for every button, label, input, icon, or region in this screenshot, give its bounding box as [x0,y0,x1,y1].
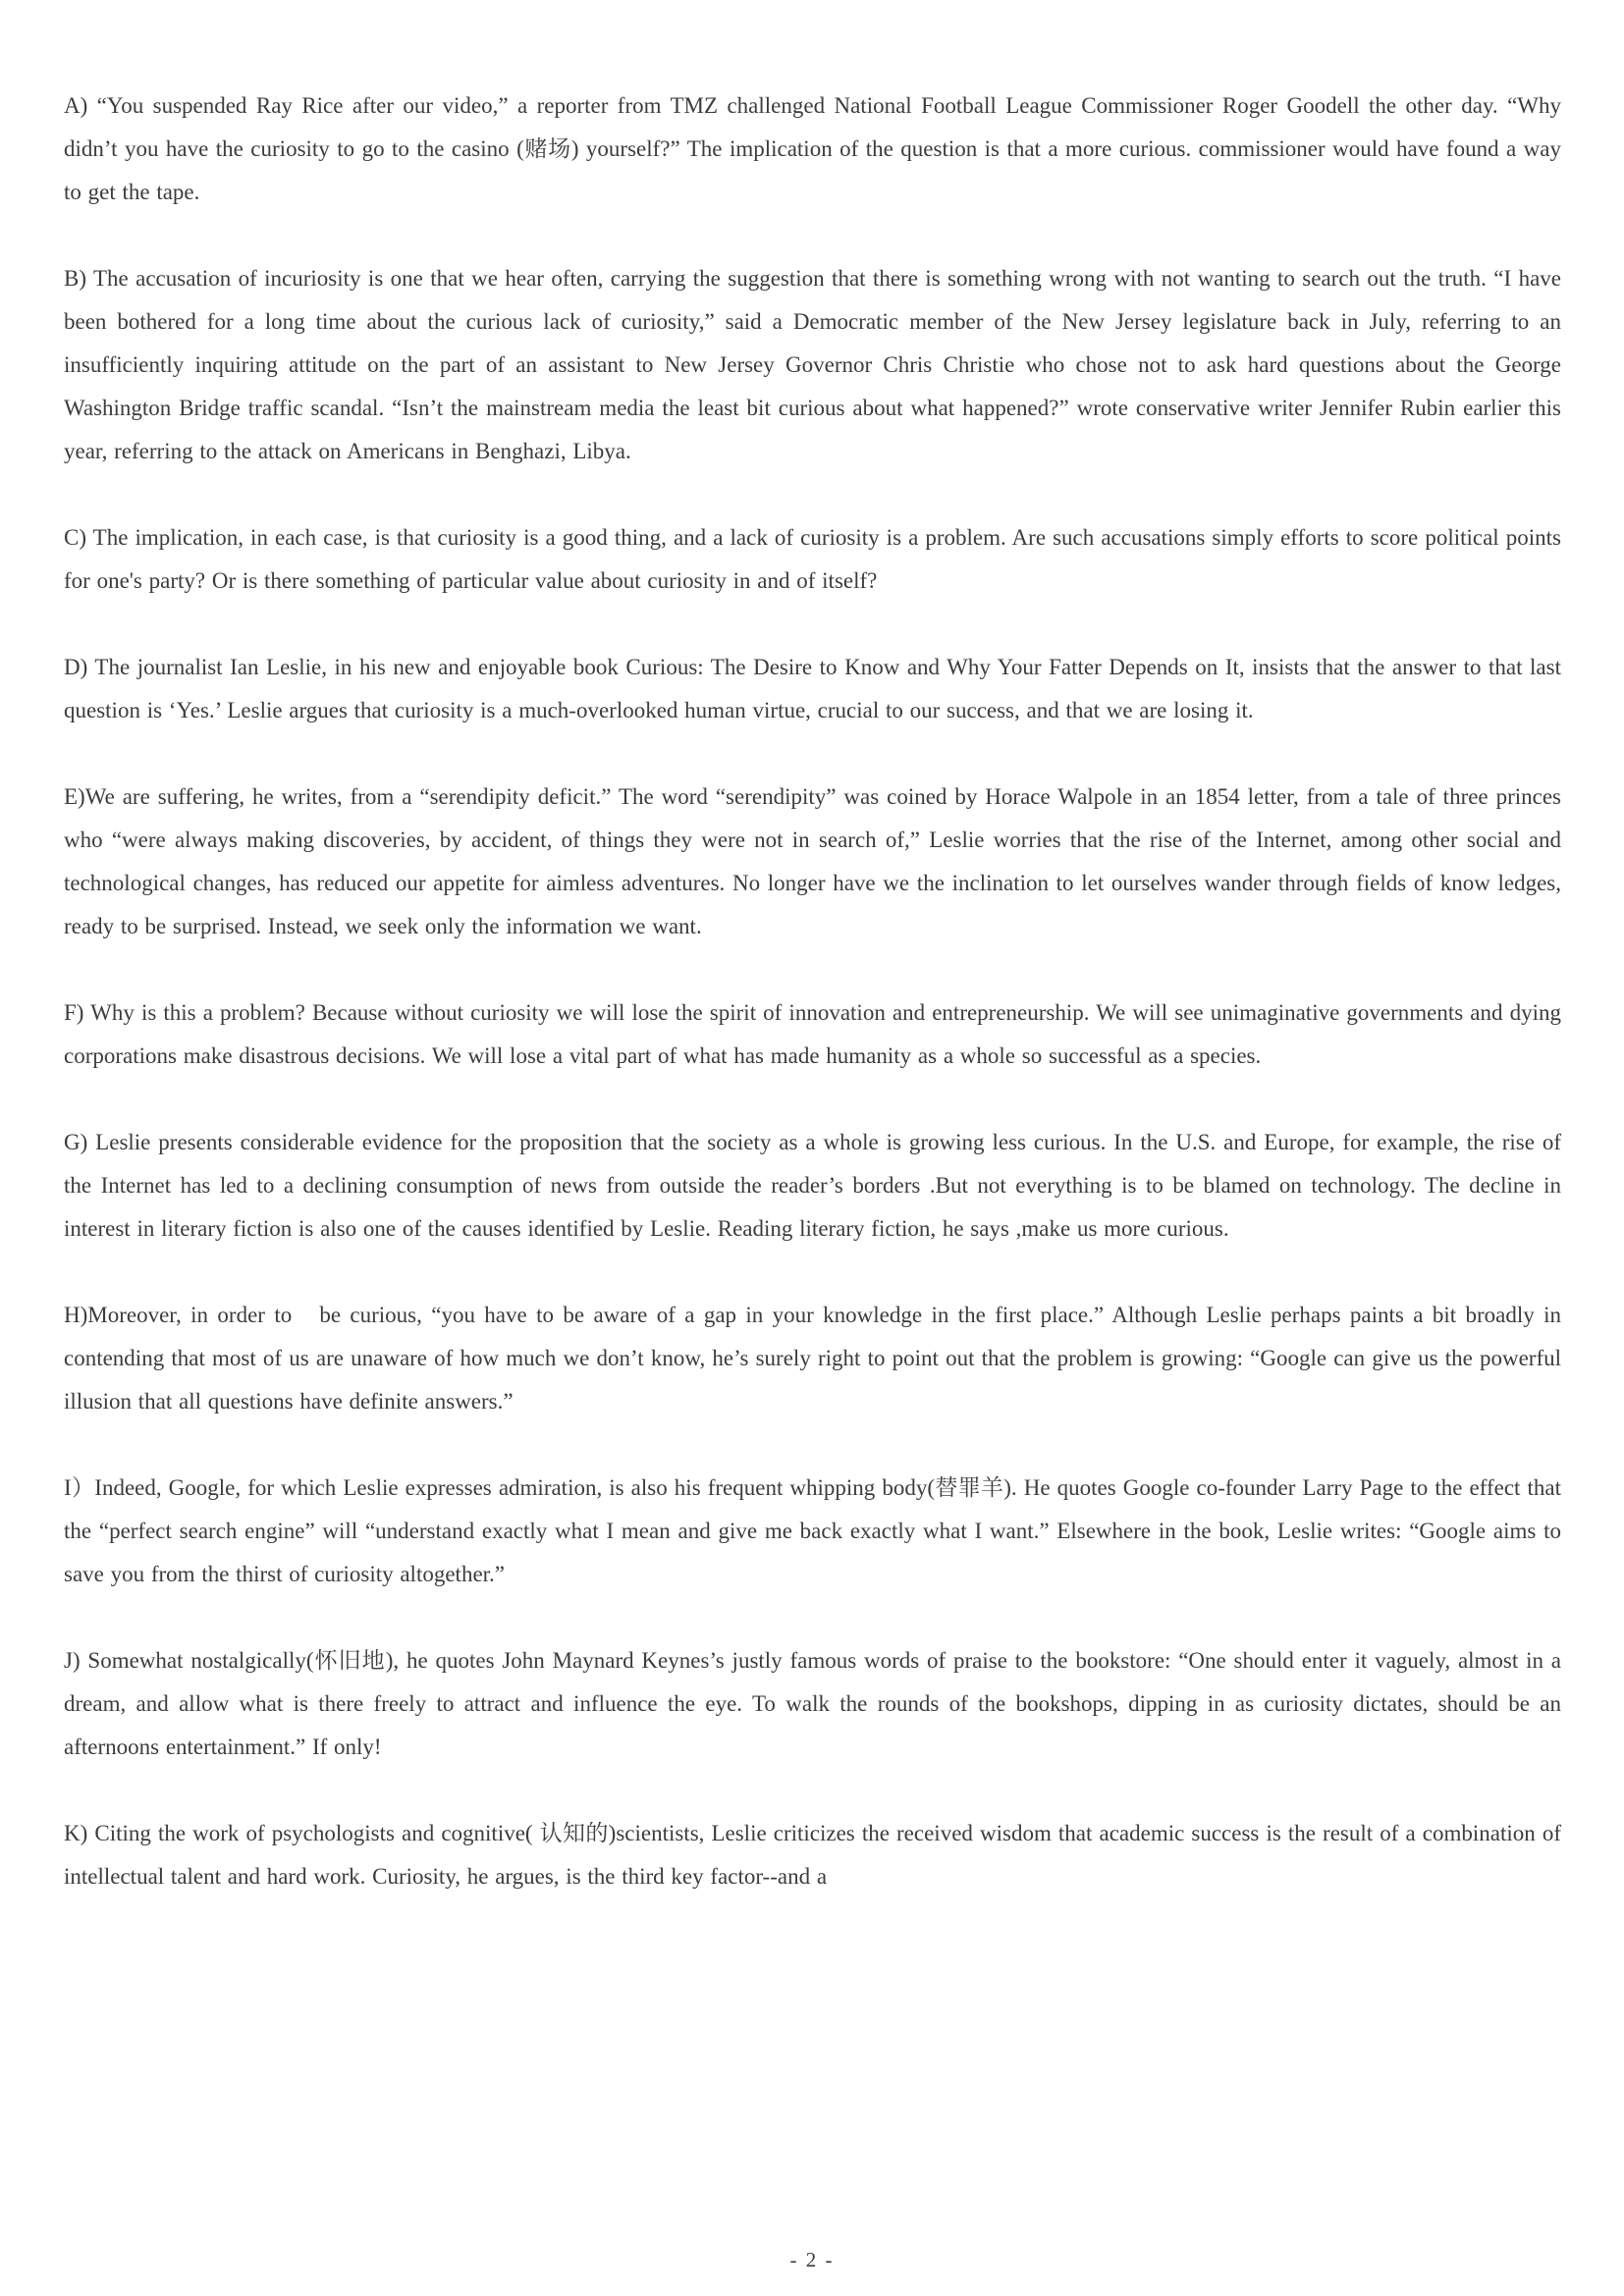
paragraph-d: D) The journalist Ian Leslie, in his new and enjoyable book Curious: The Desire to Know and Why Your Fatter Depends on It, insists that the answer to that last question is ‘Yes.’ Leslie argues that curiosity is a much-overlooked human virtue, crucial to our success, and that we are losing it. [64,655,1568,722]
paragraph-k: K) Citing the work of psychologists and cognitive( 认知的)scientists, Leslie criticizes the received wisdom that academic success is the result of a combination of intellectual talent and hard work. Curiosity, he argues, is the third key factor--and a [64,1821,1568,1889]
paragraph-c: C) The implication, in each case, is that curiosity is a good thing, and a lack of curiosity is a problem. Are such accusations simply efforts to score political points for one's party? Or is there something of particular value about curiosity in and of itself? [64,525,1568,593]
paragraph-j: J) Somewhat nostalgically(怀旧地), he quotes John Maynard Keynes’s justly famous words of praise to the bookstore: “One should enter it vaguely, almost in a dream, and allow what is there freely to attract and influence the eye. To walk the rounds of the bookshops, dipping in as curiosity dictates, should be an afternoons entertainment.” If only! [64,1648,1568,1759]
paragraph-h: H)Moreover, in order to be curious, “you have to be aware of a gap in your knowledge in the first place.” Although Leslie perhaps paints a bit broadly in contending that most of us are unaware of how much we don’t know, he’s surely right to point out that the problem is growing: “Google can give us the powerful illusion that all questions have definite answers.” [64,1303,1568,1414]
paragraph-b: B) The accusation of incuriosity is one that we hear often, carrying the suggestion that there is something wrong with not wanting to search out the truth. “I have been bothered for a long time about the curious lack of curiosity,” said a Democratic member of the New Jersey legislature back in July, referring to an insufficiently inquiring attitude on the part of an assistant to New Jersey Governor Chris Christie who chose not to ask hard questions about the George Washington Bridge traffic scandal. “Isn’t the mainstream media the least bit curious about what happened?” wrote conservative writer Jennifer Rubin earlier this year, referring to the attack on Americans in Benghazi, Libya. [64,266,1568,463]
paragraph-f: F) Why is this a problem? Because without curiosity we will lose the spirit of innovation and entrepreneurship. We will see unimaginative governments and dying corporations make disastrous decisions. We will lose a vital part of what has made humanity as a whole so successful as a species. [64,1000,1568,1068]
paragraph-g: G) Leslie presents considerable evidence for the proposition that the society as a whole is growing less curious. In the U.S. and Europe, for example, the rise of the Internet has led to a declining consumption of news from outside the reader’s borders .But not everything is to be blamed on technology. The decline in interest in literary fiction is also one of the causes identified by Leslie. Reading literary fiction, he says ,make us more curious. [64,1130,1568,1241]
page-number: - 2 - [789,2248,835,2271]
paragraph-a: A) “You suspended Ray Rice after our video,” a reporter from TMZ challenged National Football League Commissioner Roger Goodell the other day. “Why didn’t you have the curiosity to go to the casino (赌场) yourself?” The implication of the question is that a more curious. commissioner would have found a way to get the tape. [64,93,1568,204]
paragraph-i: I）Indeed, Google, for which Leslie expresses admiration, is also his frequent whipping body(替罪羊). He quotes Google co-founder Larry Page to the effect that the “perfect search engine” will “understand exactly what I mean and give me back exactly what I want.” Elsewhere in the book, Leslie writes: “Google aims to save you from the thirst of curiosity altogether.” [64,1475,1568,1586]
paragraph-e: E)We are suffering, he writes, from a “serendipity deficit.” The word “serendipity” was coined by Horace Walpole in an 1854 letter, from a tale of three princes who “were always making discoveries, by accident, of things they were not in search of,” Leslie worries that the rise of the Internet, among other social and technological changes, has reduced our appetite for aimless adventures. No longer have we the inclination to let ourselves wander through fields of know ledges, ready to be surprised. Instead, we seek only the information we want. [64,784,1568,938]
